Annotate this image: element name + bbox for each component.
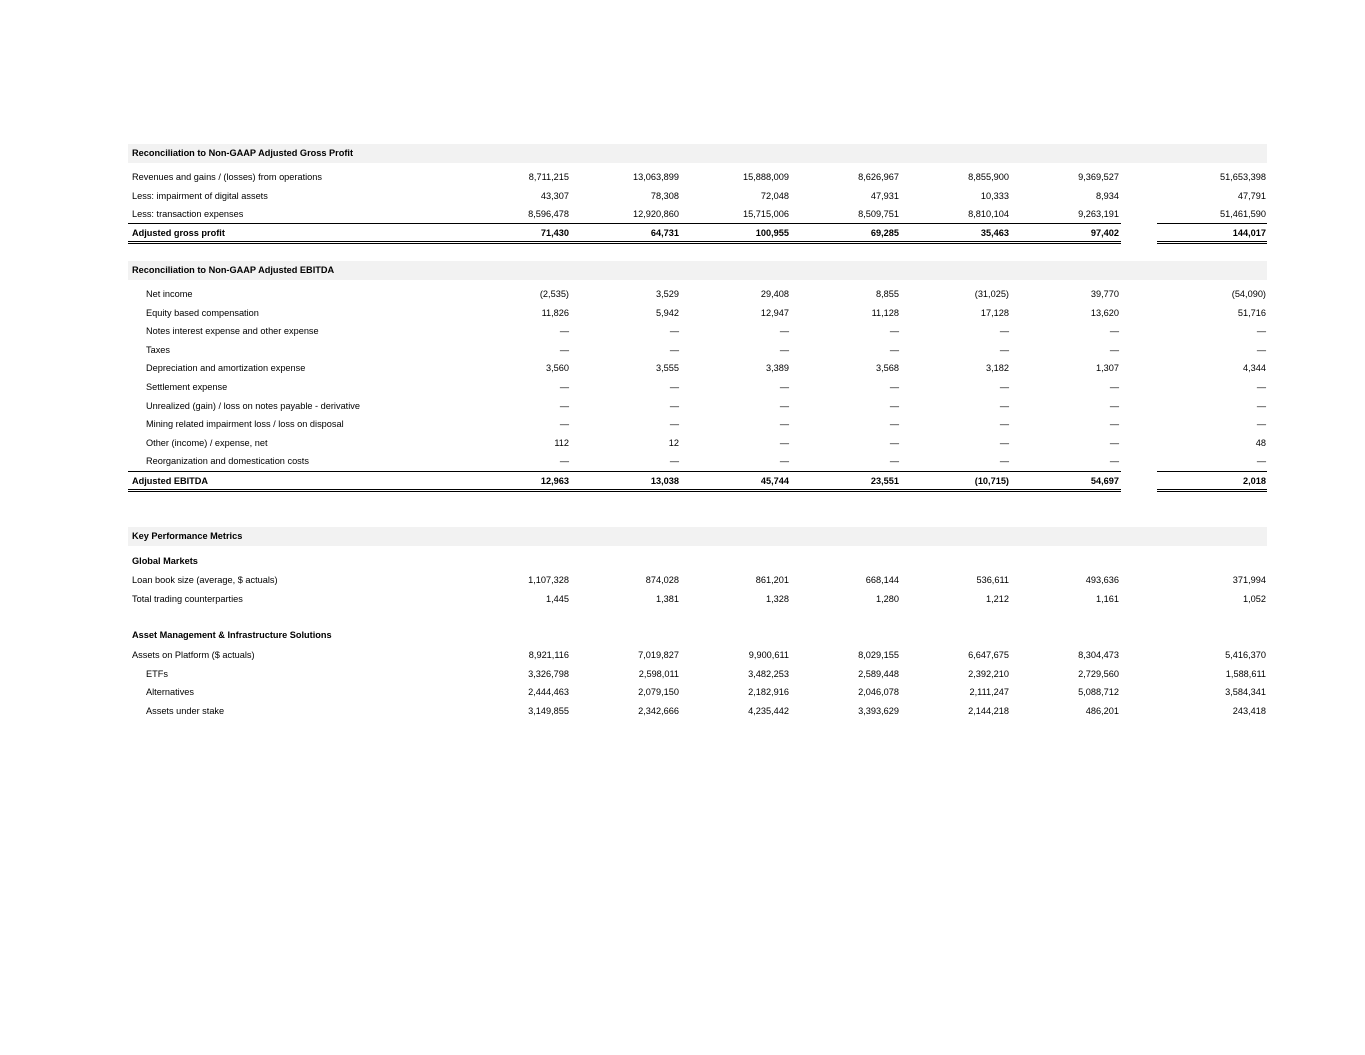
gross-profit-row xyxy=(128,187,1267,205)
gross-profit-header: Reconciliation to Non-GAAP Adjusted Gross Profit xyxy=(132,148,354,158)
value-cell: 5,088,712 xyxy=(1078,687,1119,698)
value-cell: — xyxy=(1109,326,1119,337)
total-top-rule xyxy=(128,223,1121,224)
value-cell: — xyxy=(1256,344,1266,355)
value-cell: — xyxy=(779,344,789,355)
total-top-rule xyxy=(1157,223,1267,224)
value-cell: 43,307 xyxy=(540,190,569,201)
value-cell: — xyxy=(1109,437,1119,448)
value-cell: 112 xyxy=(554,437,569,448)
value-cell: 51,653,398 xyxy=(1220,172,1266,182)
section-header-band xyxy=(128,527,1267,546)
value-cell: 3,555 xyxy=(656,363,679,374)
value-cell: — xyxy=(999,400,1009,411)
ebitda-header: Reconciliation to Non-GAAP Adjusted EBITDA xyxy=(132,265,335,275)
value-cell: (2,535) xyxy=(539,289,569,299)
value-cell: 15,888,009 xyxy=(743,172,789,182)
value-cell: — xyxy=(779,382,789,392)
value-cell: 3,393,629 xyxy=(858,705,899,716)
value-cell: 39,770 xyxy=(1090,289,1119,299)
value-cell: — xyxy=(1109,344,1119,355)
row-label: Reorganization and domestication costs xyxy=(146,456,309,467)
value-cell: — xyxy=(669,326,679,337)
value-cell: 3,529 xyxy=(656,289,679,299)
value-cell: 2,111,247 xyxy=(969,687,1009,698)
value-cell: 4,235,442 xyxy=(748,705,789,716)
value-cell: 861,201 xyxy=(755,575,789,585)
value-cell: 9,900,611 xyxy=(748,650,789,660)
value-cell: — xyxy=(669,456,679,467)
total-double-rule xyxy=(128,243,1121,244)
value-cell: — xyxy=(1109,456,1119,467)
row-label: Less: transaction expenses xyxy=(132,209,244,219)
value-cell: 51,461,590 xyxy=(1220,209,1266,219)
row-label: Mining related impairment loss / loss on disposal xyxy=(146,419,344,430)
section-header-band xyxy=(128,261,1267,280)
value-cell: 3,182 xyxy=(986,363,1009,374)
value-cell: — xyxy=(779,456,789,467)
value-cell: 5,942 xyxy=(656,307,679,318)
value-cell: 15,715,006 xyxy=(743,209,789,219)
value-cell: 1,445 xyxy=(546,593,569,604)
value-cell: 1,328 xyxy=(766,593,789,604)
kpi-row xyxy=(128,590,1267,608)
row-label: ETFs xyxy=(146,668,168,679)
value-cell: — xyxy=(559,400,569,411)
ebitda-row xyxy=(128,434,1267,452)
value-cell: 2,342,666 xyxy=(638,705,679,716)
ebitda-row xyxy=(128,378,1267,396)
value-cell: — xyxy=(999,382,1009,392)
value-cell: 47,791 xyxy=(1237,190,1266,201)
value-cell: — xyxy=(999,326,1009,337)
row-label: Less: impairment of digital assets xyxy=(132,190,268,201)
value-cell: — xyxy=(1109,382,1119,392)
value-cell: 1,212 xyxy=(986,593,1009,604)
value-cell: 4,344 xyxy=(1243,363,1266,374)
value-cell: — xyxy=(1256,382,1266,392)
row-label: Depreciation and amortization expense xyxy=(146,363,306,374)
value-cell: — xyxy=(779,419,789,430)
value-cell: — xyxy=(889,326,899,337)
ebitda-row xyxy=(128,397,1267,415)
value-cell: — xyxy=(1256,419,1266,430)
row-label: Equity based compensation xyxy=(146,307,259,318)
value-cell: 3,584,341 xyxy=(1225,687,1266,698)
row-label: Assets on Platform ($ actuals) xyxy=(132,650,255,660)
value-cell: 10,333 xyxy=(980,190,1009,201)
total-value-cell: (10,715) xyxy=(974,476,1009,486)
value-cell: 8,596,478 xyxy=(528,209,569,219)
value-cell: 3,560 xyxy=(546,363,569,374)
value-cell: 1,280 xyxy=(876,593,899,604)
total-value-cell: 23,551 xyxy=(870,476,899,486)
total-label: Adjusted gross profit xyxy=(132,228,225,238)
row-label: Taxes xyxy=(146,344,170,355)
value-cell: 29,408 xyxy=(760,289,789,299)
value-cell: 243,418 xyxy=(1232,705,1266,716)
ebitda-row xyxy=(128,322,1267,340)
ebitda-row xyxy=(128,285,1267,303)
value-cell: — xyxy=(999,419,1009,430)
gross-profit-row xyxy=(128,205,1267,223)
value-cell: 51,716 xyxy=(1237,307,1266,318)
kpi-row xyxy=(128,702,1267,720)
global-markets-title: Global Markets xyxy=(132,556,198,566)
value-cell: 8,626,967 xyxy=(858,172,899,182)
value-cell: 3,482,253 xyxy=(748,668,789,679)
value-cell: — xyxy=(559,419,569,430)
value-cell: — xyxy=(889,400,899,411)
value-cell: (54,090) xyxy=(1231,289,1266,299)
value-cell: 2,589,448 xyxy=(858,668,899,679)
value-cell: — xyxy=(889,456,899,467)
value-cell: — xyxy=(999,456,1009,467)
value-cell: 6,647,675 xyxy=(968,650,1009,660)
row-label: Net income xyxy=(146,289,193,299)
value-cell: — xyxy=(669,344,679,355)
value-cell: 1,588,611 xyxy=(1225,668,1266,679)
total-double-rule xyxy=(128,491,1121,492)
value-cell: 2,729,560 xyxy=(1078,668,1119,679)
value-cell: — xyxy=(999,344,1009,355)
total-value-cell: 45,744 xyxy=(760,476,789,486)
value-cell: 5,416,370 xyxy=(1225,650,1266,660)
total-double-rule xyxy=(128,489,1121,490)
total-value-cell: 100,955 xyxy=(755,228,789,238)
value-cell: 874,028 xyxy=(645,575,679,585)
value-cell: 8,810,104 xyxy=(968,209,1009,219)
row-label: Total trading counterparties xyxy=(132,593,243,604)
kpi-row xyxy=(128,665,1267,683)
value-cell: 536,611 xyxy=(976,575,1009,585)
total-value-cell: 69,285 xyxy=(870,228,899,238)
value-cell: 1,381 xyxy=(656,593,679,604)
value-cell: 8,304,473 xyxy=(1078,650,1119,660)
kpi-row xyxy=(128,683,1267,701)
total-value-cell: 144,017 xyxy=(1232,228,1266,238)
value-cell: 2,392,210 xyxy=(968,668,1009,679)
kpi-header: Key Performance Metrics xyxy=(132,531,243,541)
value-cell: 2,598,011 xyxy=(638,668,679,679)
value-cell: 1,052 xyxy=(1243,593,1266,604)
total-double-rule xyxy=(1157,243,1267,244)
value-cell: — xyxy=(669,419,679,430)
row-label: Settlement expense xyxy=(146,382,228,392)
value-cell: 2,182,916 xyxy=(748,687,789,698)
value-cell: 1,161 xyxy=(1096,593,1119,604)
row-label: Unrealized (gain) / loss on notes payable - derivative xyxy=(146,400,360,411)
row-label: Notes interest expense and other expense xyxy=(146,326,319,337)
ebitda-row xyxy=(128,304,1267,322)
total-double-rule xyxy=(1157,241,1267,242)
ebitda-row xyxy=(128,452,1267,470)
total-value-cell: 12,963 xyxy=(540,476,569,486)
value-cell: 2,444,463 xyxy=(528,687,569,698)
value-cell: 78,308 xyxy=(650,190,679,201)
value-cell: 12 xyxy=(668,437,679,448)
value-cell: — xyxy=(669,400,679,411)
value-cell: 48 xyxy=(1255,437,1266,448)
value-cell: 2,046,078 xyxy=(858,687,899,698)
ebitda-row xyxy=(128,359,1267,377)
total-top-rule xyxy=(128,471,1121,472)
value-cell: 13,620 xyxy=(1090,307,1119,318)
value-cell: — xyxy=(1109,419,1119,430)
value-cell: 493,636 xyxy=(1085,575,1119,585)
value-cell: 3,389 xyxy=(766,363,789,374)
total-double-rule xyxy=(128,241,1121,242)
total-value-cell: 13,038 xyxy=(650,476,679,486)
value-cell: 1,307 xyxy=(1096,363,1119,374)
row-label: Revenues and gains / (losses) from operations xyxy=(132,172,322,182)
value-cell: — xyxy=(889,382,899,392)
adjusted-ebitda-row xyxy=(128,472,1267,490)
value-cell: — xyxy=(889,344,899,355)
subsection-title-row xyxy=(128,552,1267,570)
asset-management-title: Asset Management & Infrastructure Solutions xyxy=(132,630,332,640)
value-cell: 12,947 xyxy=(760,307,789,318)
value-cell: 7,019,827 xyxy=(638,650,679,660)
value-cell: — xyxy=(779,400,789,411)
value-cell: 668,144 xyxy=(865,575,899,585)
value-cell: 72,048 xyxy=(760,190,789,201)
value-cell: 3,326,798 xyxy=(528,668,569,679)
value-cell: — xyxy=(1256,400,1266,411)
value-cell: 11,826 xyxy=(541,307,569,318)
value-cell: 8,509,751 xyxy=(858,209,899,219)
value-cell: — xyxy=(779,437,789,448)
value-cell: — xyxy=(559,382,569,392)
value-cell: 11,128 xyxy=(871,307,899,318)
subsection-title-row xyxy=(128,626,1267,644)
total-label: Adjusted EBITDA xyxy=(132,476,209,486)
total-double-rule xyxy=(1157,489,1267,490)
ebitda-row xyxy=(128,341,1267,359)
value-cell: 9,369,527 xyxy=(1078,172,1119,182)
gross-profit-row xyxy=(128,168,1267,186)
row-label: Other (income) / expense, net xyxy=(146,437,268,448)
row-label: Loan book size (average, $ actuals) xyxy=(132,575,278,585)
value-cell: 12,920,860 xyxy=(633,209,679,219)
value-cell: 9,263,191 xyxy=(1078,209,1119,219)
section-header-band xyxy=(128,144,1267,163)
value-cell: 2,079,150 xyxy=(638,687,679,698)
ebitda-row xyxy=(128,415,1267,433)
value-cell: — xyxy=(559,326,569,337)
value-cell: 1,107,328 xyxy=(528,575,569,585)
total-top-rule xyxy=(1157,471,1267,472)
value-cell: — xyxy=(559,456,569,467)
value-cell: — xyxy=(779,326,789,337)
value-cell: — xyxy=(1256,326,1266,337)
row-label: Assets under stake xyxy=(146,705,225,716)
value-cell: 8,934 xyxy=(1096,190,1119,201)
total-value-cell: 2,018 xyxy=(1243,476,1266,486)
total-value-cell: 35,463 xyxy=(980,228,1009,238)
value-cell: 3,149,855 xyxy=(528,705,569,716)
value-cell: — xyxy=(1256,456,1266,467)
value-cell: 486,201 xyxy=(1085,705,1119,716)
value-cell: 13,063,899 xyxy=(633,172,679,182)
value-cell: — xyxy=(559,344,569,355)
value-cell: 8,855 xyxy=(876,289,899,299)
value-cell: 2,144,218 xyxy=(968,705,1009,716)
total-value-cell: 64,731 xyxy=(650,228,679,238)
value-cell: 3,568 xyxy=(876,363,899,374)
value-cell: 8,855,900 xyxy=(968,172,1009,182)
value-cell: 8,029,155 xyxy=(858,650,899,660)
value-cell: 371,994 xyxy=(1232,575,1266,585)
kpi-row xyxy=(128,646,1267,664)
adjusted-gross-profit-row xyxy=(128,224,1267,242)
total-value-cell: 97,402 xyxy=(1090,228,1119,238)
total-value-cell: 71,430 xyxy=(540,228,569,238)
value-cell: (31,025) xyxy=(974,289,1009,299)
value-cell: — xyxy=(1109,400,1119,411)
value-cell: — xyxy=(889,437,899,448)
value-cell: 17,128 xyxy=(980,307,1009,318)
value-cell: — xyxy=(999,437,1009,448)
kpi-row xyxy=(128,571,1267,589)
total-value-cell: 54,697 xyxy=(1090,476,1119,486)
value-cell: 47,931 xyxy=(870,190,899,201)
value-cell: — xyxy=(669,382,679,392)
value-cell: 8,921,116 xyxy=(528,650,569,660)
value-cell: — xyxy=(889,419,899,430)
total-double-rule xyxy=(1157,491,1267,492)
row-label: Alternatives xyxy=(146,687,195,698)
value-cell: 8,711,215 xyxy=(528,172,569,182)
